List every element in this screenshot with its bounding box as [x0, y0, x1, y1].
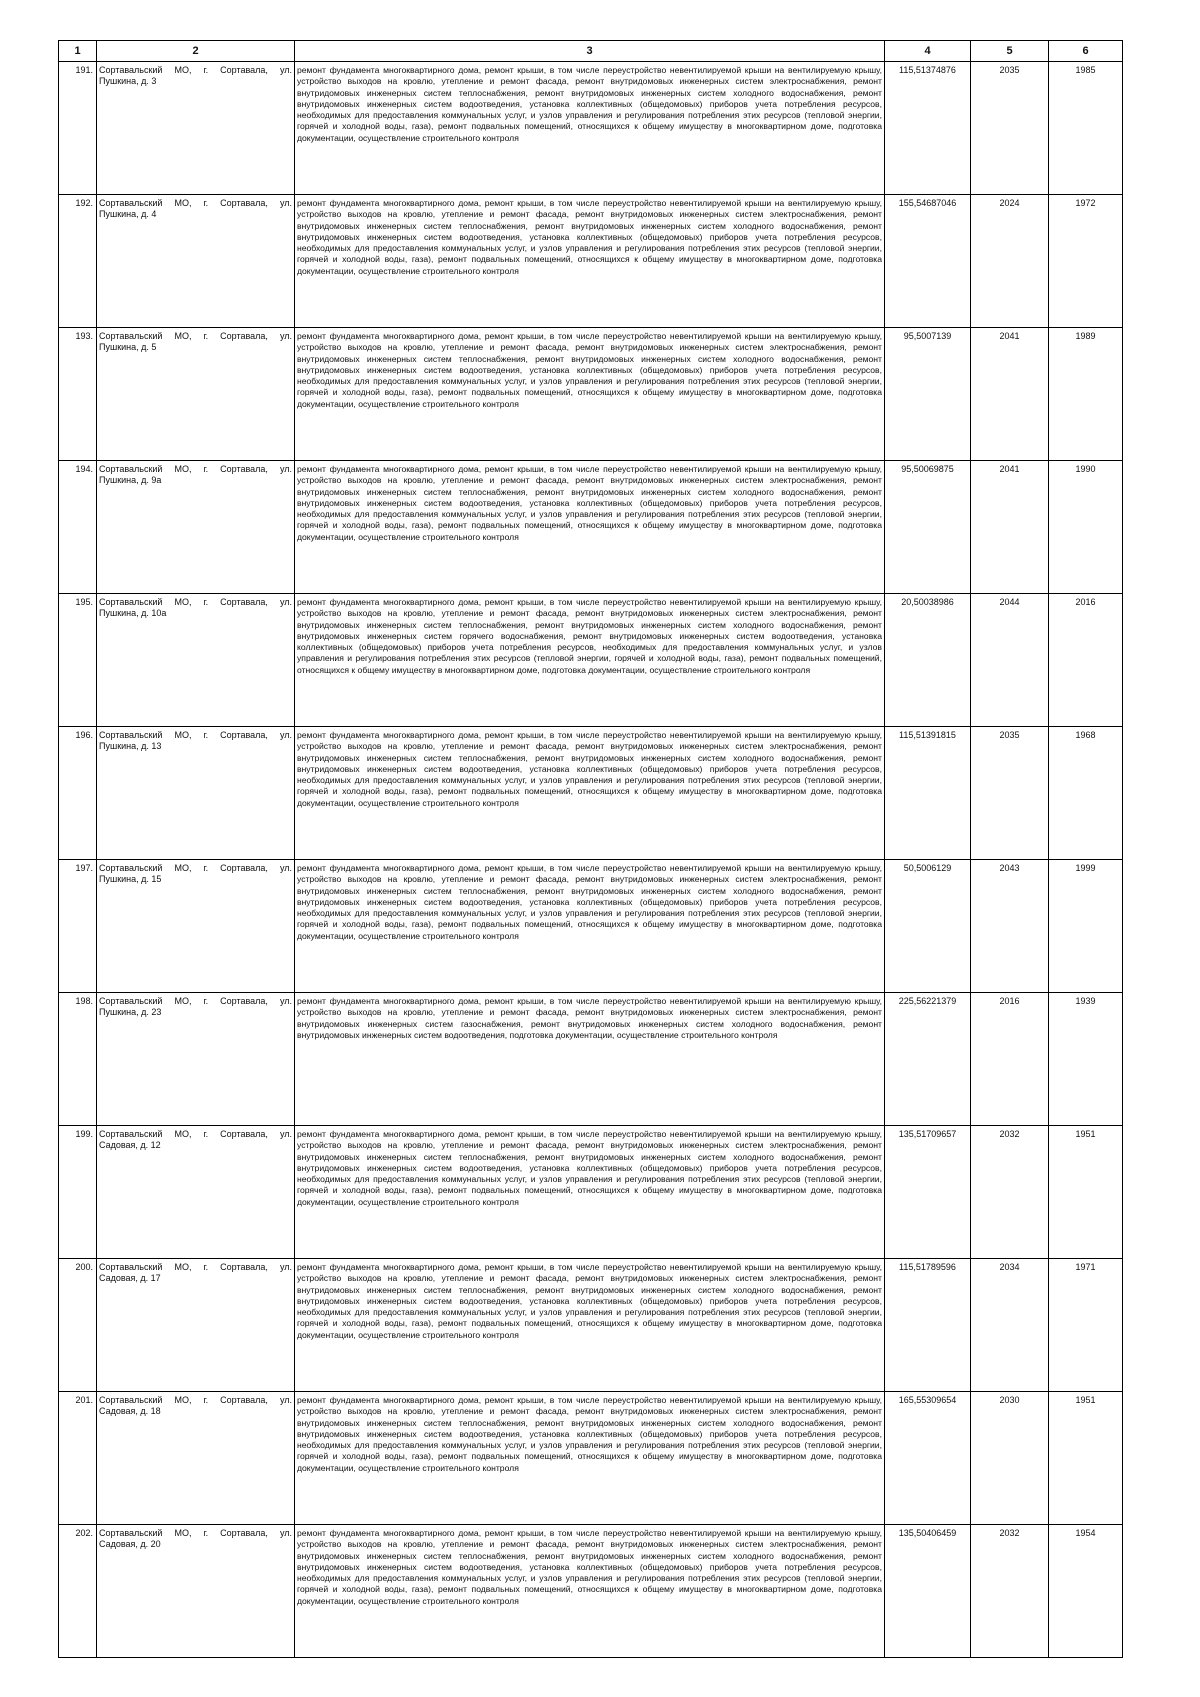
document-page	[58, 40, 1122, 1658]
repair-works: ремонт фундамента многоквартирного дома, ремонт крыши, в том числе переустройство невентилируемой крыши на вентилируемую крышу, устройство выходов на кровлю, утепление и ремонт фасада, ремонт внутридомовых инженерных систем электроснабжения, ремонт внутридомовых инженерных систем теплоснабжения, ремонт внутридомовых инженерных систем холодного водоснабжения, ремонт внутридомовых инженерных систем водоотведения, установка коллективных (общедомовых) приборов учета потребления ресурсов, необходимых для предоставления коммунальных услуг, и узлов управления и регулирования потребления этих ресурсов (тепловой энергии, горячей и холодной воды, газа), ремонт подвальных помещений, относящихся к общему имуществу в многоквартирном доме, подготовка документации, осуществление строительного контроля	[295, 328, 885, 461]
table-row	[59, 195, 1123, 328]
column-5-value: 2035	[971, 62, 1049, 195]
table-row	[59, 461, 1123, 594]
column-5-value: 2035	[971, 727, 1049, 860]
repair-works: ремонт фундамента многоквартирного дома, ремонт крыши, в том числе переустройство невентилируемой крыши на вентилируемую крышу, устройство выходов на кровлю, утепление и ремонт фасада, ремонт внутридомовых инженерных систем электроснабжения, ремонт внутридомовых инженерных систем теплоснабжения, ремонт внутридомовых инженерных систем холодного водоснабжения, ремонт внутридомовых инженерных систем водоотведения, установка коллективных (общедомовых) приборов учета потребления ресурсов, необходимых для предоставления коммунальных услуг, и узлов управления и регулирования потребления этих ресурсов (тепловой энергии, горячей и холодной воды, газа), ремонт подвальных помещений, относящихся к общему имуществу в многоквартирном доме, подготовка документации, осуществление строительного контроля	[295, 62, 885, 195]
row-number: 199.	[59, 1126, 97, 1259]
row-number: 196.	[59, 727, 97, 860]
column-6-value: 1954	[1049, 1525, 1123, 1658]
house-address: Сортавальский МО, г. Сортавала, ул. Пушкина, д. 10а	[97, 594, 295, 727]
house-address: Сортавальский МО, г. Сортавала, ул. Садовая, д. 17	[97, 1259, 295, 1392]
table-row	[59, 727, 1123, 860]
column-4-value: 115,51789596	[885, 1259, 971, 1392]
column-6-value: 1972	[1049, 195, 1123, 328]
column-5-value: 2016	[971, 993, 1049, 1126]
table-header	[59, 41, 1123, 62]
column-header-6: 6	[1049, 41, 1123, 62]
column-4-value: 225,56221379	[885, 993, 971, 1126]
column-6-value: 1939	[1049, 993, 1123, 1126]
house-address: Сортавальский МО, г. Сортавала, ул. Пушкина, д. 15	[97, 860, 295, 993]
column-4-value: 20,50038986	[885, 594, 971, 727]
column-5-value: 2034	[971, 1259, 1049, 1392]
house-address: Сортавальский МО, г. Сортавала, ул. Пушкина, д. 3	[97, 62, 295, 195]
column-header-5: 5	[971, 41, 1049, 62]
column-5-value: 2043	[971, 860, 1049, 993]
column-header-3: 3	[295, 41, 885, 62]
table-row	[59, 993, 1123, 1126]
repair-works: ремонт фундамента многоквартирного дома, ремонт крыши, в том числе переустройство невентилируемой крыши на вентилируемую крышу, устройство выходов на кровлю, утепление и ремонт фасада, ремонт внутридомовых инженерных систем электроснабжения, ремонт внутридомовых инженерных систем теплоснабжения, ремонт внутридомовых инженерных систем холодного водоснабжения, ремонт внутридомовых инженерных систем водоотведения, установка коллективных (общедомовых) приборов учета потребления ресурсов, необходимых для предоставления коммунальных услуг, и узлов управления и регулирования потребления этих ресурсов (тепловой энергии, горячей и холодной воды, газа), ремонт подвальных помещений, относящихся к общему имуществу в многоквартирном доме, подготовка документации, осуществление строительного контроля	[295, 860, 885, 993]
row-number: 194.	[59, 461, 97, 594]
house-address: Сортавальский МО, г. Сортавала, ул. Пушкина, д. 23	[97, 993, 295, 1126]
column-5-value: 2041	[971, 328, 1049, 461]
repair-works: ремонт фундамента многоквартирного дома, ремонт крыши, в том числе переустройство невентилируемой крыши на вентилируемую крышу, устройство выходов на кровлю, утепление и ремонт фасада, ремонт внутридомовых инженерных систем электроснабжения, ремонт внутридомовых инженерных систем теплоснабжения, ремонт внутридомовых инженерных систем холодного водоснабжения, ремонт внутридомовых инженерных систем водоотведения, установка коллективных (общедомовых) приборов учета потребления ресурсов, необходимых для предоставления коммунальных услуг, и узлов управления и регулирования потребления этих ресурсов (тепловой энергии, горячей и холодной воды, газа), ремонт подвальных помещений, относящихся к общему имуществу в многоквартирном доме, подготовка документации, осуществление строительного контроля	[295, 195, 885, 328]
row-number: 191.	[59, 62, 97, 195]
column-6-value: 2016	[1049, 594, 1123, 727]
column-6-value: 1951	[1049, 1126, 1123, 1259]
column-4-value: 135,50406459	[885, 1525, 971, 1658]
column-5-value: 2024	[971, 195, 1049, 328]
column-4-value: 95,5007139	[885, 328, 971, 461]
column-6-value: 1968	[1049, 727, 1123, 860]
repair-program-table	[58, 40, 1123, 1658]
column-header-4: 4	[885, 41, 971, 62]
column-6-value: 1989	[1049, 328, 1123, 461]
house-address: Сортавальский МО, г. Сортавала, ул. Пушкина, д. 5	[97, 328, 295, 461]
table-row	[59, 1392, 1123, 1525]
repair-works: ремонт фундамента многоквартирного дома, ремонт крыши, в том числе переустройство невентилируемой крыши на вентилируемую крышу, устройство выходов на кровлю, утепление и ремонт фасада, ремонт внутридомовых инженерных систем электроснабжения, ремонт внутридомовых инженерных систем теплоснабжения, ремонт внутридомовых инженерных систем холодного водоснабжения, ремонт внутридомовых инженерных систем водоотведения, установка коллективных (общедомовых) приборов учета потребления ресурсов, необходимых для предоставления коммунальных услуг, и узлов управления и регулирования потребления этих ресурсов (тепловой энергии, горячей и холодной воды, газа), ремонт подвальных помещений, относящихся к общему имуществу в многоквартирном доме, подготовка документации, осуществление строительного контроля	[295, 461, 885, 594]
row-number: 198.	[59, 993, 97, 1126]
house-address: Сортавальский МО, г. Сортавала, ул. Пушкина, д. 9а	[97, 461, 295, 594]
repair-works: ремонт фундамента многоквартирного дома, ремонт крыши, в том числе переустройство невентилируемой крыши на вентилируемую крышу, устройство выходов на кровлю, утепление и ремонт фасада, ремонт внутридомовых инженерных систем электроснабжения, ремонт внутридомовых инженерных систем теплоснабжения, ремонт внутридомовых инженерных систем холодного водоснабжения, ремонт внутридомовых инженерных систем водоотведения, установка коллективных (общедомовых) приборов учета потребления ресурсов, необходимых для предоставления коммунальных услуг, и узлов управления и регулирования потребления этих ресурсов (тепловой энергии, горячей и холодной воды, газа), ремонт подвальных помещений, относящихся к общему имуществу в многоквартирном доме, подготовка документации, осуществление строительного контроля	[295, 727, 885, 860]
column-6-value: 1985	[1049, 62, 1123, 195]
column-6-value: 1990	[1049, 461, 1123, 594]
repair-works: ремонт фундамента многоквартирного дома, ремонт крыши, в том числе переустройство невентилируемой крыши на вентилируемую крышу, устройство выходов на кровлю, утепление и ремонт фасада, ремонт внутридомовых инженерных систем электроснабжения, ремонт внутридомовых инженерных систем теплоснабжения, ремонт внутридомовых инженерных систем холодного водоснабжения, ремонт внутридомовых инженерных систем водоотведения, установка коллективных (общедомовых) приборов учета потребления ресурсов, необходимых для предоставления коммунальных услуг, и узлов управления и регулирования потребления этих ресурсов (тепловой энергии, горячей и холодной воды, газа), ремонт подвальных помещений, относящихся к общему имуществу в многоквартирном доме, подготовка документации, осуществление строительного контроля	[295, 1392, 885, 1525]
column-4-value: 115,51391815	[885, 727, 971, 860]
table-row	[59, 62, 1123, 195]
column-header-1: 1	[59, 41, 97, 62]
house-address: Сортавальский МО, г. Сортавала, ул. Пушкина, д. 4	[97, 195, 295, 328]
column-4-value: 50,5006129	[885, 860, 971, 993]
row-number: 201.	[59, 1392, 97, 1525]
column-6-value: 1999	[1049, 860, 1123, 993]
row-number: 193.	[59, 328, 97, 461]
house-address: Сортавальский МО, г. Сортавала, ул. Пушкина, д. 13	[97, 727, 295, 860]
column-5-value: 2032	[971, 1126, 1049, 1259]
column-4-value: 155,54687046	[885, 195, 971, 328]
table-row	[59, 594, 1123, 727]
column-4-value: 135,51709657	[885, 1126, 971, 1259]
table-row	[59, 1525, 1123, 1658]
row-number: 192.	[59, 195, 97, 328]
repair-works: ремонт фундамента многоквартирного дома, ремонт крыши, в том числе переустройство невентилируемой крыши на вентилируемую крышу, устройство выходов на кровлю, утепление и ремонт фасада, ремонт внутридомовых инженерных систем электроснабжения, ремонт внутридомовых инженерных систем теплоснабжения, ремонт внутридомовых инженерных систем холодного водоснабжения, ремонт внутридомовых инженерных систем водоотведения, установка коллективных (общедомовых) приборов учета потребления ресурсов, необходимых для предоставления коммунальных услуг, и узлов управления и регулирования потребления этих ресурсов (тепловой энергии, горячей и холодной воды, газа), ремонт подвальных помещений, относящихся к общему имуществу в многоквартирном доме, подготовка документации, осуществление строительного контроля	[295, 1259, 885, 1392]
column-4-value: 95,50069875	[885, 461, 971, 594]
house-address: Сортавальский МО, г. Сортавала, ул. Садовая, д. 12	[97, 1126, 295, 1259]
column-4-value: 115,51374876	[885, 62, 971, 195]
table-row	[59, 1259, 1123, 1392]
repair-works: ремонт фундамента многоквартирного дома, ремонт крыши, в том числе переустройство невентилируемой крыши на вентилируемую крышу, устройство выходов на кровлю, утепление и ремонт фасада, ремонт внутридомовых инженерных систем электроснабжения, ремонт внутридомовых инженерных систем газоснабжения, ремонт внутридомовых инженерных систем холодного водоснабжения, ремонт внутридомовых инженерных систем водоотведения, подготовка документации, осуществление строительного контроля	[295, 993, 885, 1126]
column-5-value: 2044	[971, 594, 1049, 727]
column-4-value: 165,55309654	[885, 1392, 971, 1525]
table-row	[59, 860, 1123, 993]
column-6-value: 1951	[1049, 1392, 1123, 1525]
table-row	[59, 328, 1123, 461]
column-6-value: 1971	[1049, 1259, 1123, 1392]
table-row	[59, 1126, 1123, 1259]
column-header-2: 2	[97, 41, 295, 62]
house-address: Сортавальский МО, г. Сортавала, ул. Садовая, д. 18	[97, 1392, 295, 1525]
house-address: Сортавальский МО, г. Сортавала, ул. Садовая, д. 20	[97, 1525, 295, 1658]
row-number: 197.	[59, 860, 97, 993]
row-number: 195.	[59, 594, 97, 727]
table-body	[59, 62, 1123, 1658]
row-number: 200.	[59, 1259, 97, 1392]
repair-works: ремонт фундамента многоквартирного дома, ремонт крыши, в том числе переустройство невентилируемой крыши на вентилируемую крышу, устройство выходов на кровлю, утепление и ремонт фасада, ремонт внутридомовых инженерных систем электроснабжения, ремонт внутридомовых инженерных систем теплоснабжения, ремонт внутридомовых инженерных систем холодного водоснабжения, ремонт внутридомовых инженерных систем водоотведения, установка коллективных (общедомовых) приборов учета потребления ресурсов, необходимых для предоставления коммунальных услуг, и узлов управления и регулирования потребления этих ресурсов (тепловой энергии, горячей и холодной воды, газа), ремонт подвальных помещений, относящихся к общему имуществу в многоквартирном доме, подготовка документации, осуществление строительного контроля	[295, 1525, 885, 1658]
repair-works: ремонт фундамента многоквартирного дома, ремонт крыши, в том числе переустройство невентилируемой крыши на вентилируемую крышу, устройство выходов на кровлю, утепление и ремонт фасада, ремонт внутридомовых инженерных систем электроснабжения, ремонт внутридомовых инженерных систем теплоснабжения, ремонт внутридомовых инженерных систем холодного водоснабжения, ремонт внутридомовых инженерных систем горячего водоснабжения, ремонт внутридомовых инженерных систем водоотведения, установка коллективных (общедомовых) приборов учета потребления ресурсов, необходимых для предоставления коммунальных услуг, и узлов управления и регулирования потребления этих ресурсов (тепловой энергии, горячей и холодной воды, газа), ремонт подвальных помещений, относящихся к общему имуществу в многоквартирном доме, подготовка документации, осуществление строительного контроля	[295, 594, 885, 727]
column-5-value: 2032	[971, 1525, 1049, 1658]
row-number: 202.	[59, 1525, 97, 1658]
column-5-value: 2030	[971, 1392, 1049, 1525]
column-5-value: 2041	[971, 461, 1049, 594]
header-row	[59, 41, 1123, 62]
repair-works: ремонт фундамента многоквартирного дома, ремонт крыши, в том числе переустройство невентилируемой крыши на вентилируемую крышу, устройство выходов на кровлю, утепление и ремонт фасада, ремонт внутридомовых инженерных систем электроснабжения, ремонт внутридомовых инженерных систем теплоснабжения, ремонт внутридомовых инженерных систем холодного водоснабжения, ремонт внутридомовых инженерных систем водоотведения, установка коллективных (общедомовых) приборов учета потребления ресурсов, необходимых для предоставления коммунальных услуг, и узлов управления и регулирования потребления этих ресурсов (тепловой энергии, горячей и холодной воды, газа), ремонт подвальных помещений, относящихся к общему имуществу в многоквартирном доме, подготовка документации, осуществление строительного контроля	[295, 1126, 885, 1259]
